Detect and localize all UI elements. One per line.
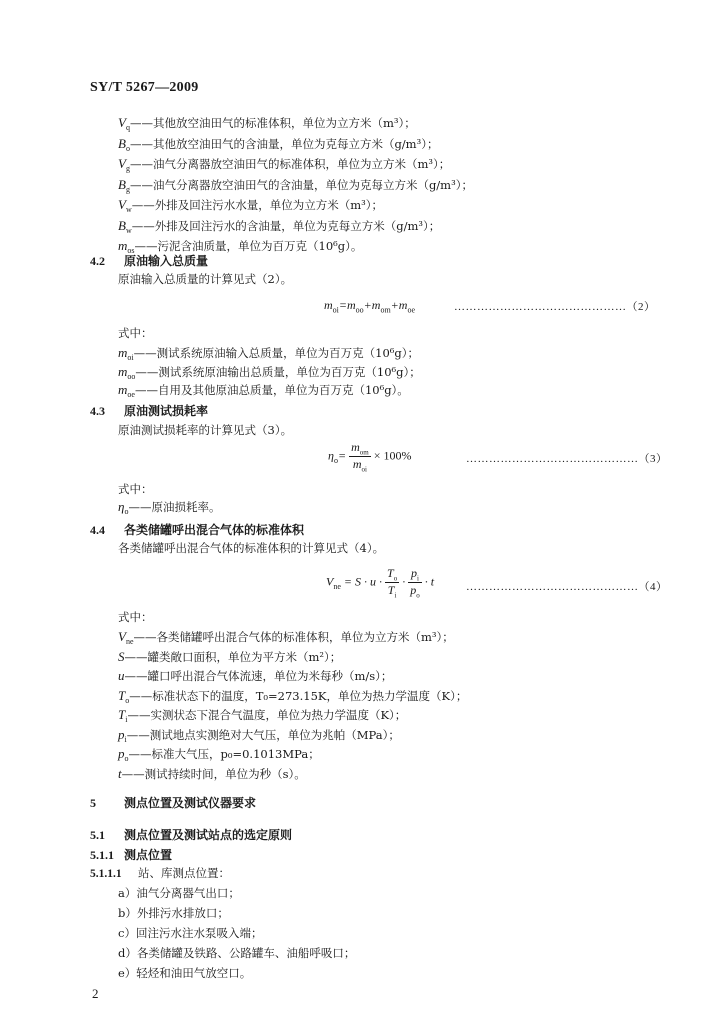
where-label: 式中：	[118, 482, 153, 496]
symbol-subscript: q	[125, 123, 130, 132]
definition-text: ——罐口呼出混合气体流速，单位为米每秒（m/s）；	[124, 669, 393, 683]
symbol	[118, 115, 130, 130]
definition-text: ——其他放空油田气的含油量，单位为克每立方米（g/m³）；	[129, 136, 439, 151]
symbol-base: η	[118, 499, 125, 514]
symbol-subscript: w	[125, 205, 132, 214]
symbol-subscript: o	[125, 695, 130, 705]
definition-line	[118, 157, 450, 176]
symbol-base: T	[118, 687, 126, 703]
section-title: 测点位置及测试站点的选定原则	[124, 828, 293, 842]
definition-line	[118, 383, 409, 402]
definition-text: ——测试系统原油输入总质量，单位为百万克（10⁶g）；	[133, 346, 419, 360]
section-title: 测点位置	[124, 848, 173, 862]
symbol-subscript: ne	[125, 637, 134, 646]
symbol-subscript: o	[125, 143, 130, 153]
definition-text: ——其他放空油田气的标准体积，单位为立方米（m³）；	[129, 116, 416, 130]
symbol	[118, 688, 129, 703]
symbol-base: m	[118, 345, 128, 360]
where-label: 式中：	[118, 610, 153, 624]
section-number: 4.2	[90, 254, 105, 268]
symbol-subscript: o	[124, 754, 129, 763]
symbol	[118, 238, 135, 253]
symbol-subscript: o	[124, 507, 129, 516]
symbol-base: u	[118, 668, 125, 683]
symbol	[118, 218, 132, 233]
definition-text: ——自用及其他原油总质量，单位为百万克（10⁶g）。	[134, 383, 409, 397]
definition-line	[118, 365, 421, 384]
list-item: e）轻烃和油田气放空口。	[118, 966, 252, 980]
symbol	[118, 727, 127, 742]
section-5-heading	[90, 794, 256, 811]
symbol	[118, 629, 134, 644]
list-item: c）回注污水注水泵吸入端；	[118, 926, 263, 940]
symbol-base: V	[118, 115, 126, 130]
symbol	[118, 345, 134, 360]
symbol-base: t	[118, 765, 122, 781]
formula-2: $m_{oi}=m_{oo}+m_{om}+m_{oe}$	[324, 298, 415, 315]
where-label: 式中：	[118, 326, 153, 340]
definition-line	[118, 630, 454, 649]
section-title: 原油测试损耗率	[124, 404, 209, 418]
definition-line	[118, 219, 440, 238]
clause-5-1-1-1	[90, 866, 230, 881]
definition-text: ——油气分离器放空油田气的标准体积，单位为立方米（m³）；	[129, 157, 451, 171]
symbol-subscript: w	[125, 225, 132, 235]
symbol-base: B	[118, 217, 126, 233]
equation-number-2: ………………………………………（2）	[454, 301, 656, 313]
symbol	[118, 364, 135, 379]
clause-number: 5.1.1.1	[90, 868, 122, 880]
definition-text: ——外排及回注污水的含油量，单位为克每立方米（g/m³）；	[131, 218, 441, 233]
symbol-base: m	[118, 363, 128, 379]
list-item: a）油气分离器气出口；	[118, 886, 240, 900]
section-title: 各类储罐呼出混合气体的标准体积	[124, 523, 305, 537]
section-number: 4.4	[90, 523, 105, 537]
symbol-base: p	[118, 726, 125, 742]
symbol-subscript: oe	[127, 390, 135, 399]
definition-text: ——污泥含油质量，单位为百万克（10⁶g）。	[134, 239, 363, 253]
section-4-4-heading	[90, 521, 304, 538]
definition-line	[118, 650, 341, 669]
equation-number-4: ………………………………………（4）	[466, 581, 668, 593]
symbol	[118, 177, 130, 192]
document-header: SY/T 5267—2009	[90, 80, 199, 95]
symbol	[118, 746, 129, 761]
list-item: d）各类储罐及铁路、公路罐车、油船呼吸口；	[118, 946, 356, 960]
definition-text: ——测试系统原油输出总质量，单位为百万克（10⁶g）；	[135, 364, 421, 379]
symbol	[118, 136, 130, 151]
section-title: 原油输入总质量	[124, 254, 209, 268]
formula-3: $\eta_o=$ $\frac{m_{om}}{m_{oi}}$ × 100%	[328, 440, 412, 474]
section-number: 5	[90, 796, 96, 810]
definition-text: ——罐类敞口面积，单位为平方米（m²）；	[124, 649, 342, 664]
definition-text: ——各类储罐呼出混合气体的标准体积，单位为立方米（m³）；	[133, 630, 454, 644]
section-4-2-heading	[90, 252, 208, 269]
definition-text: ——实测状态下混合气温度，单位为热力学温度（K）；	[127, 708, 407, 722]
symbol-subscript: g	[125, 164, 130, 173]
symbol-base: V	[118, 156, 126, 171]
symbol-subscript: i	[125, 715, 128, 724]
section-number: 5.1.1	[90, 848, 114, 862]
section-4-3-intro: 原油测试损耗率的计算见式（3）。	[118, 423, 293, 437]
definition-text: ——测试持续时间，单位为秒（s）。	[121, 766, 306, 781]
definition-line	[118, 137, 438, 156]
equation-number-3: ………………………………………（3）	[466, 453, 668, 465]
symbol-base: B	[118, 176, 126, 192]
section-5-1-heading	[90, 826, 292, 843]
symbol-base: V	[118, 629, 126, 644]
symbol	[118, 499, 128, 514]
definition-text: ——标准大气压，p₀=0.1013MPa；	[128, 747, 320, 761]
symbol	[118, 382, 135, 397]
definition-text: ——原油损耗率。	[128, 500, 221, 514]
definition-line	[118, 198, 383, 217]
definition-line	[118, 767, 306, 786]
definition-text: ——测试地点实测绝对大气压，单位为兆帕（MPa）；	[126, 727, 400, 742]
symbol-subscript: oo	[127, 371, 136, 381]
section-5-1-1-heading	[90, 846, 172, 863]
section-title: 测点位置及测试仪器要求	[124, 796, 257, 810]
list-item: b）外排污水排放口；	[118, 906, 229, 920]
definition-line	[118, 669, 392, 688]
definition-line	[118, 708, 406, 727]
symbol-subscript: g	[125, 184, 130, 194]
symbol-base: p	[118, 746, 125, 761]
formula-4: $V_{ne} = S \cdot u$ · $\frac{T_o}{T_i}$ · $\frac{p_i}{p_o}$ · t	[326, 566, 435, 600]
symbol-base: m	[118, 382, 128, 397]
definition-text: ——外排及回注污水水量，单位为立方米（m³）；	[131, 198, 383, 212]
definition-line	[118, 747, 320, 766]
symbol-subscript: i	[124, 734, 127, 744]
definition-line	[118, 116, 416, 135]
definition-line	[118, 689, 467, 708]
definition-line	[118, 346, 419, 365]
symbol-base: T	[118, 707, 126, 722]
symbol	[118, 156, 130, 171]
definition-text: ——标准状态下的温度，T₀=273.15K，单位为热力学温度（K）；	[129, 688, 468, 703]
symbol	[118, 197, 132, 212]
definition-line	[118, 178, 473, 197]
clause-text: 站、库测点位置：	[138, 866, 230, 880]
section-4-4-intro: 各类储罐呼出混合气体的标准体积的计算见式（4）。	[118, 541, 385, 555]
symbol-subscript: os	[127, 246, 135, 255]
percent-factor: × 100%	[373, 448, 412, 463]
definition-line	[118, 728, 400, 747]
symbol-base: S	[118, 648, 125, 664]
section-4-2-intro: 原油输入总质量的计算见式（2）。	[118, 272, 293, 286]
symbol-base: V	[118, 197, 126, 212]
section-number: 4.3	[90, 404, 105, 418]
definition-text: ——油气分离器放空油田气的含油量，单位为克每立方米（g/m³）；	[129, 177, 473, 192]
definition-line	[118, 500, 220, 519]
symbol-base: m	[118, 238, 128, 253]
section-4-3-heading	[90, 402, 208, 419]
symbol-subscript: oi	[127, 353, 134, 362]
section-number: 5.1	[90, 828, 105, 842]
page-number: 2	[92, 986, 99, 1001]
symbol-base: B	[118, 135, 126, 151]
